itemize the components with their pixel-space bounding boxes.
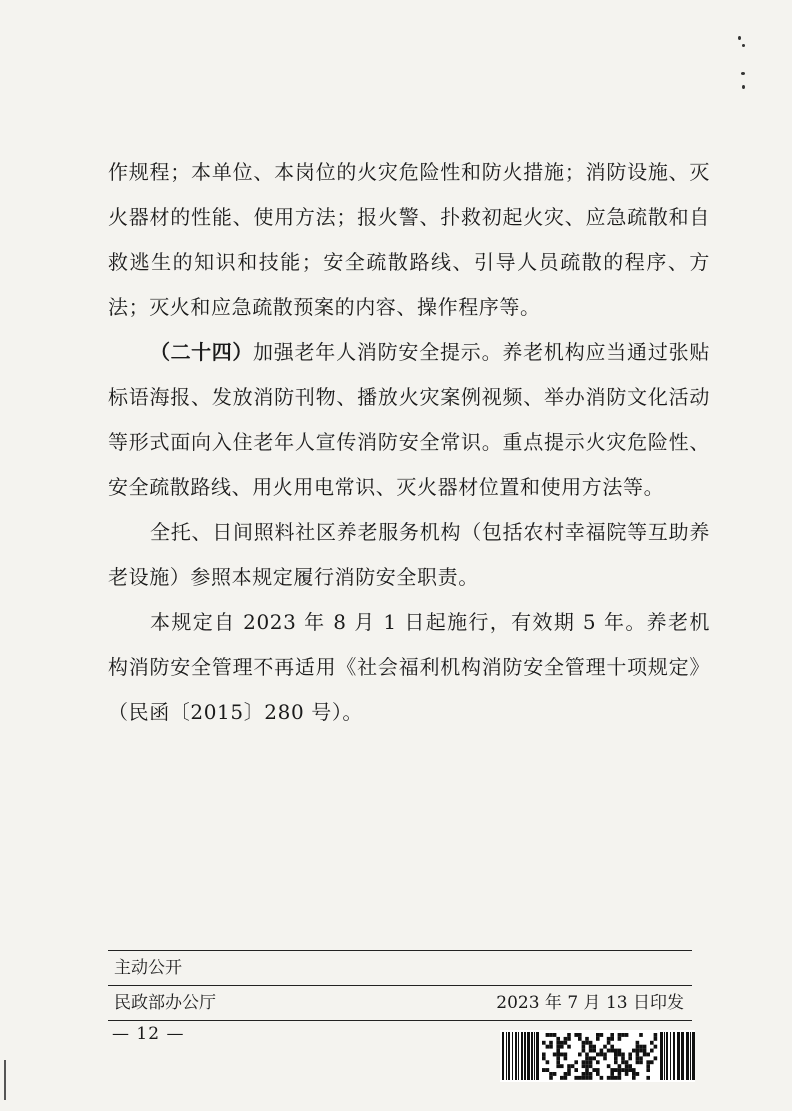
footer-rule-bottom [108,1020,692,1021]
scan-edge-line [4,1060,6,1100]
paragraph-continued: 作规程；本单位、本岗位的火灾危险性和防火措施；消防设施、灭火器材的性能、使用方法；报火警、扑救初起火灾、应急疏散和自救逃生的知识和技能；安全疏散路线、引导人员疏散的程序、方法；灭火和应急疏散预案的内容、操作程序等。 [108,160,710,319]
print-date: 2023 年 7 月 13 日印发 [496,993,684,1013]
section-heading: （二十四） [150,340,253,364]
barcode-image [500,1030,695,1082]
page-number: — 12 — [112,1024,185,1044]
footer-disclosure-row [108,951,692,985]
issuer-name: 民政部办公厅 [114,993,216,1013]
paragraph-community-care: 全托、日间照料社区养老服务机构（包括农村幸福院等互助养老设施）参照本规定履行消防安全职责。 [108,520,710,589]
footer-issuer-row [108,986,692,1020]
document-body [108,150,710,735]
section-24-text: 加强老年人消防安全提示。养老机构应当通过张贴标语海报、发放消防刊物、播放火灾案例视频、举办消防文化活动等形式面向入住老年人宣传消防安全常识。重点提示火灾危险性、安全疏散路线、用火用电常识、灭火器材位置和使用方法等。 [108,340,711,499]
disclosure-label: 主动公开 [114,958,182,978]
paragraph-effective-date: 本规定自 2023 年 8 月 1 日起施行，有效期 5 年。养老机构消防安全管理不再适用《社会福利机构消防安全管理十项规定》（民函〔2015〕280 号）。 [108,610,710,724]
paragraph-section-24 [108,330,710,510]
document-footer [108,950,692,1021]
scan-artifact-marks [730,30,760,100]
